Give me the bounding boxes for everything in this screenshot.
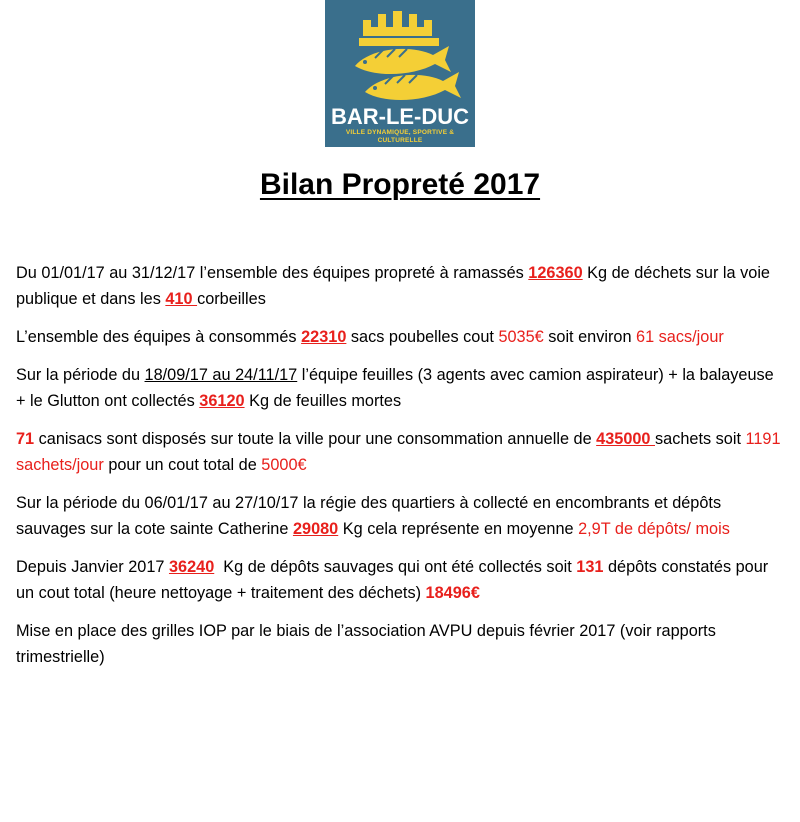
text: l’équipe feuilles (3 agents avec camion aspirateur) + la balayeuse + le Glutton ont collectés: [16, 366, 774, 410]
value-dumping-kg: 36240: [168, 558, 215, 576]
text: sachets soit: [655, 430, 746, 448]
text: Mise en place des grilles IOP par le biais de l’association AVPU depuis février 2017 (voir rapports trimestrielle): [16, 622, 716, 666]
text: sacs poubelles cout: [346, 328, 499, 346]
text: Kg de dépôts sauvages qui ont été collectés soit: [214, 558, 577, 576]
paragraph-canisacs: [16, 426, 786, 478]
value-monthly-average: 2,9T de dépôts/ mois: [578, 520, 730, 538]
text: soit environ: [543, 328, 637, 346]
value-leaves-kg: 36120: [199, 392, 245, 410]
value-bulky-kg: 29080: [292, 520, 339, 538]
text: canisacs sont disposés sur toute la ville pour une consommation annuelle de: [34, 430, 597, 448]
paragraph-bags-consumed: [16, 324, 786, 350]
paragraph-leaves: [16, 362, 786, 414]
value-bags: 22310: [301, 328, 347, 346]
text: Du 01/01/17 au 31/12/17 l’ensemble des équipes propreté à ramassés: [16, 264, 529, 282]
page-title-text: Bilan Propreté 2017: [259, 168, 541, 201]
value-bins: 410: [165, 290, 198, 308]
text: L’ensemble des équipes à consommés: [16, 328, 302, 346]
crown-fish-icon: [325, 0, 475, 106]
report-body: [16, 260, 786, 682]
logo-city-name: BAR-LE-DUC: [330, 104, 470, 129]
logo-tagline: VILLE DYNAMIQUE, SPORTIVE & CULTURELLE: [345, 129, 455, 144]
text: Sur la période du 06/01/17 au 27/10/17 la régie des quartiers à collecté en encombrants et dépôts sauvages sur la cote sainte Catherine: [16, 494, 722, 538]
value-dumping-cost: 18496€: [425, 584, 480, 602]
value-bags-per-day: 61 sacs/jour: [636, 328, 724, 346]
text: corbeilles: [197, 290, 266, 308]
value-sachets-per-day: 1191 sachets/jour: [16, 430, 781, 474]
text: Kg de déchets sur la voie publique et dans les: [16, 264, 770, 308]
value-canisacs: 71: [16, 430, 35, 448]
text: Depuis Janvier 2017: [16, 558, 169, 576]
page-title: [0, 163, 800, 207]
value-total-cost: 5000€: [261, 456, 307, 474]
paragraph-annual-waste: [16, 260, 786, 312]
value-cost: 5035€: [498, 328, 544, 346]
value-bags-year: 435000: [596, 430, 656, 448]
value-dumping-count: 131: [576, 558, 604, 576]
text: pour un cout total de: [103, 456, 262, 474]
paragraph-iop-grids: [16, 618, 786, 670]
text: Sur la période du: [16, 366, 145, 384]
value-period: 18/09/17 au 24/11/17: [144, 366, 298, 384]
paragraph-illegal-dumping: [16, 554, 786, 606]
city-logo: [325, 0, 475, 147]
text: dépôts constatés pour un cout total (heure nettoyage + traitement des déchets): [16, 558, 769, 602]
text: Kg cela représente en moyenne: [338, 520, 579, 538]
value-kg-collected: 126360: [528, 264, 583, 282]
text: Kg de feuilles mortes: [244, 392, 402, 410]
paragraph-bulky-waste: [16, 490, 786, 542]
